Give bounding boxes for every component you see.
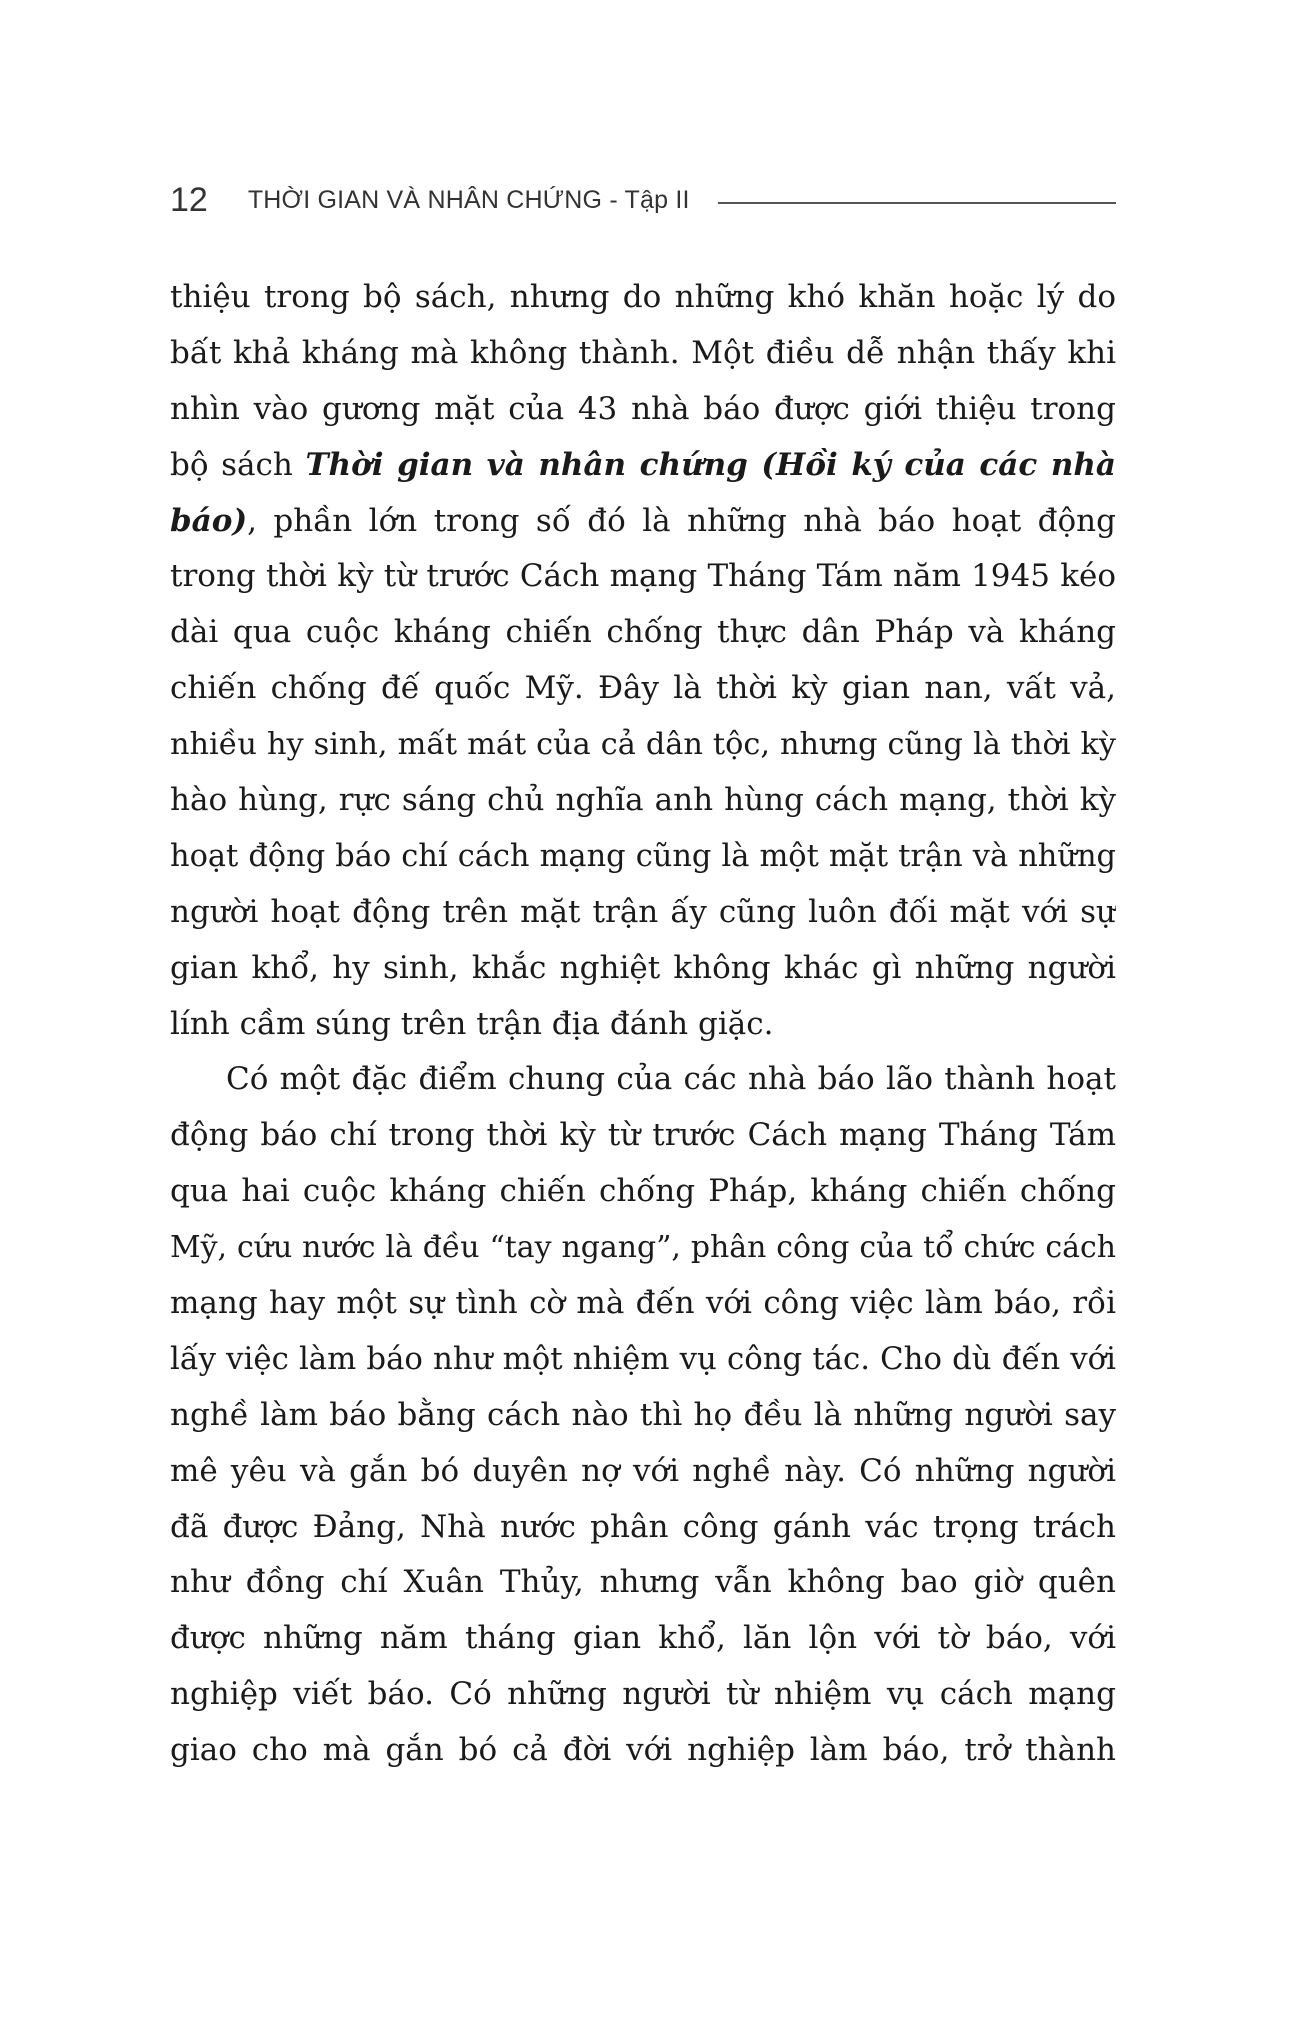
book-title-emphasis: báo) [170,502,248,539]
text-line: nghiệp viết báo. Có những người từ nhiệm vụ cách mạng [170,1676,1116,1713]
text-line: lấy việc làm báo như một nhiệm vụ công tác. Cho dù đến với [170,1340,1116,1377]
text-line: người hoạt động trên mặt trận ấy cũng luôn đối mặt với sự [170,893,1116,930]
text-line: hoạt động báo chí cách mạng cũng là một mặt trận và những [170,838,1116,874]
paragraph-1 [170,270,1116,1052]
text-line: bất khả kháng mà không thành. Một điều dễ nhận thấy khi [170,334,1116,371]
body-text [170,270,1116,1779]
text-line: mê yêu và gắn bó duyên nợ với nghề này. Có những người [170,1452,1116,1489]
text-line: động báo chí trong thời kỳ từ trước Cách mạng Tháng Tám [170,1117,1116,1154]
page-number: 12 [170,181,208,219]
paragraph-2 [170,1052,1116,1779]
book-title-emphasis: Thời gian và nhân chứng (Hồi ký của các nhà [305,446,1116,483]
text-line: trong thời kỳ từ trước Cách mạng Tháng Tám năm 1945 kéo [170,558,1116,595]
text-line: thiệu trong bộ sách, nhưng do những khó khăn hoặc lý do [170,279,1116,315]
text-line: Mỹ, cứu nước là đều “tay ngang”, phân công của tổ chức cách [170,1230,1116,1266]
text-fragment: bộ sách [170,446,306,483]
text-fragment: , phần lớn trong số đó là những nhà báo hoạt động [247,502,1116,539]
text-line: qua hai cuộc kháng chiến chống Pháp, kháng chiến chống [170,1173,1116,1210]
header-rule [718,202,1116,204]
text-line: giao cho mà gắn bó cả đời với nghiệp làm báo, trở thành [170,1732,1116,1769]
text-line: như đồng chí Xuân Thủy, nhưng vẫn không bao giờ quên [170,1564,1116,1601]
text-line: nhiều hy sinh, mất mát của cả dân tộc, nhưng cũng là thời kỳ [170,727,1116,763]
text-line [170,438,1116,494]
text-line: đã được Đảng, Nhà nước phân công gánh vác trọng trách [170,1508,1116,1545]
running-header [170,178,1116,222]
text-line: dài qua cuộc kháng chiến chống thực dân Pháp và kháng [170,614,1116,651]
text-line: mạng hay một sự tình cờ mà đến với công việc làm báo, rồi [170,1285,1116,1322]
text-line: được những năm tháng gian khổ, lăn lộn với tờ báo, với [170,1620,1116,1657]
text-line: nhìn vào gương mặt của 43 nhà báo được giới thiệu trong [170,390,1116,427]
text-line: Có một đặc điểm chung của các nhà báo lão thành hoạt [226,1061,1116,1098]
book-title: THỜI GIAN VÀ NHÂN CHỨNG - Tập II [247,185,690,214]
text-line: lính cầm súng trên trận địa đánh giặc. [170,1005,774,1042]
text-line [170,494,1116,550]
text-line: nghề làm báo bằng cách nào thì họ đều là những người say [170,1396,1116,1433]
text-line: chiến chống đế quốc Mỹ. Đây là thời kỳ gian nan, vất vả, [170,670,1116,707]
text-line: hào hùng, rực sáng chủ nghĩa anh hùng cách mạng, thời kỳ [170,782,1116,819]
text-line: gian khổ, hy sinh, khắc nghiệt không khác gì những người [170,949,1116,986]
